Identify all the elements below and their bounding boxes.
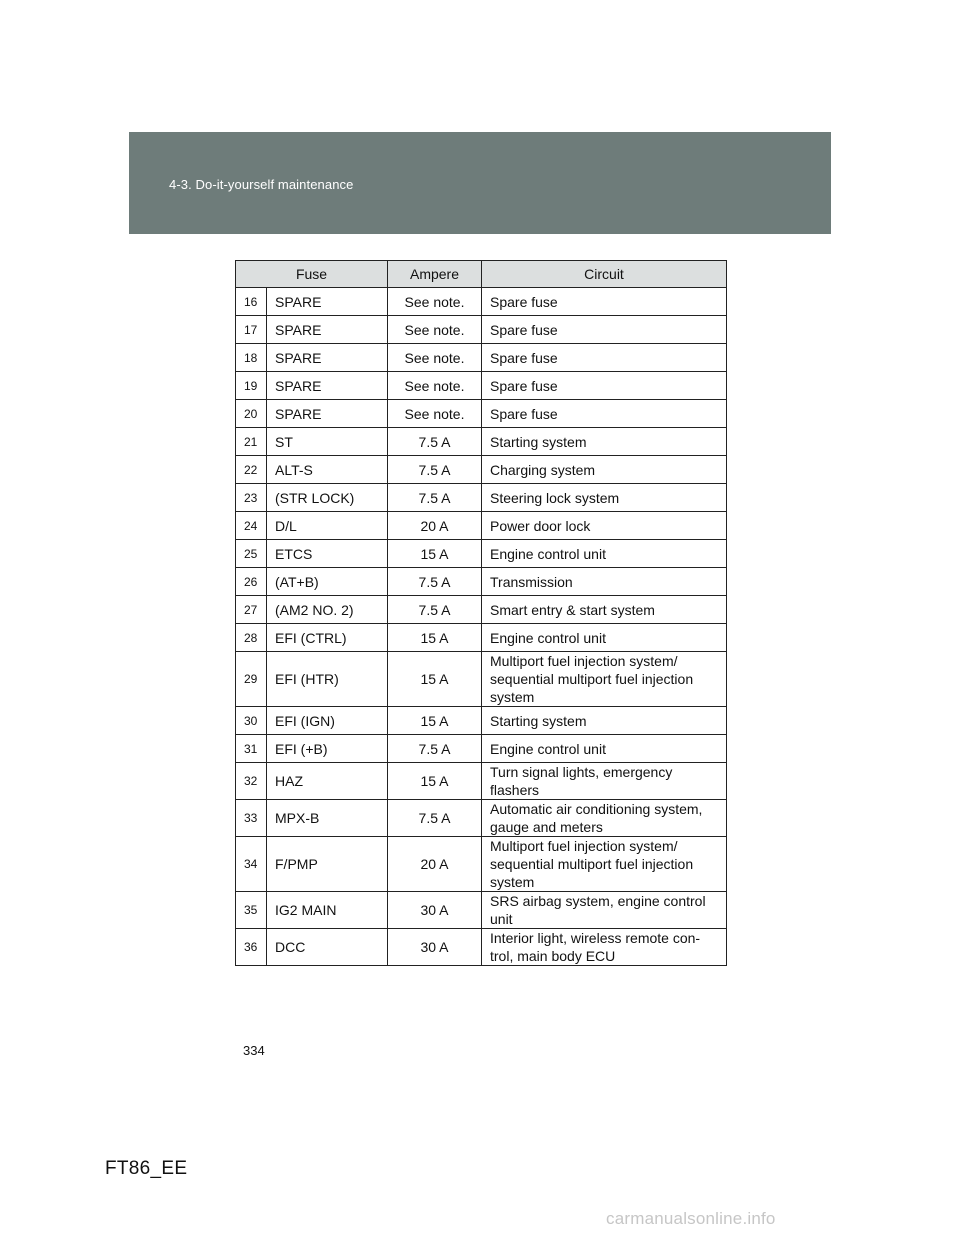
- circuit-cell: Starting system: [482, 428, 727, 456]
- fuse-name-cell: D/L: [267, 512, 388, 540]
- circuit-cell: Spare fuse: [482, 316, 727, 344]
- fuse-table-body: [236, 288, 727, 966]
- ampere-cell: 7.5 A: [388, 456, 482, 484]
- circuit-cell: Starting system: [482, 707, 727, 735]
- fuse-name-cell: HAZ: [267, 763, 388, 800]
- ampere-cell: 7.5 A: [388, 596, 482, 624]
- ampere-cell: 7.5 A: [388, 428, 482, 456]
- fuse-number-cell: 31: [236, 735, 267, 763]
- fuse-name-cell: (AM2 NO. 2): [267, 596, 388, 624]
- circuit-cell: Interior light, wireless remote con-trol, main body ECU: [482, 929, 727, 966]
- document-code: FT86_EE: [105, 1158, 188, 1179]
- table-row: [236, 540, 727, 568]
- circuit-cell: Engine control unit: [482, 735, 727, 763]
- table-row: [236, 707, 727, 735]
- section-header-band: [129, 132, 831, 234]
- fuse-name-cell: (STR LOCK): [267, 484, 388, 512]
- table-row: [236, 735, 727, 763]
- ampere-cell: 30 A: [388, 929, 482, 966]
- circuit-cell: Transmission: [482, 568, 727, 596]
- circuit-cell: Spare fuse: [482, 372, 727, 400]
- fuse-number-cell: 33: [236, 800, 267, 837]
- fuse-number-cell: 28: [236, 624, 267, 652]
- ampere-cell: 15 A: [388, 763, 482, 800]
- fuse-name-cell: SPARE: [267, 316, 388, 344]
- circuit-cell: Steering lock system: [482, 484, 727, 512]
- table-row: [236, 484, 727, 512]
- fuse-name-cell: ETCS: [267, 540, 388, 568]
- fuse-name-cell: SPARE: [267, 344, 388, 372]
- circuit-cell: SRS airbag system, engine control unit: [482, 892, 727, 929]
- circuit-cell: Spare fuse: [482, 344, 727, 372]
- watermark: carmanualsonline.info: [606, 1209, 776, 1228]
- ampere-cell: See note.: [388, 372, 482, 400]
- circuit-cell: Spare fuse: [482, 400, 727, 428]
- fuse-number-cell: 17: [236, 316, 267, 344]
- fuse-name-cell: SPARE: [267, 400, 388, 428]
- fuse-number-cell: 26: [236, 568, 267, 596]
- fuse-name-cell: ST: [267, 428, 388, 456]
- table-row: [236, 763, 727, 800]
- fuse-name-cell: F/PMP: [267, 837, 388, 892]
- fuse-name-cell: IG2 MAIN: [267, 892, 388, 929]
- fuse-number-cell: 24: [236, 512, 267, 540]
- fuse-name-cell: (AT+B): [267, 568, 388, 596]
- fuse-number-cell: 16: [236, 288, 267, 316]
- circuit-cell: Engine control unit: [482, 540, 727, 568]
- fuse-name-cell: EFI (HTR): [267, 652, 388, 707]
- ampere-cell: 15 A: [388, 540, 482, 568]
- table-row: [236, 624, 727, 652]
- table-row: [236, 652, 727, 707]
- fuse-number-cell: 29: [236, 652, 267, 707]
- fuse-number-cell: 19: [236, 372, 267, 400]
- ampere-cell: 20 A: [388, 837, 482, 892]
- circuit-cell: Spare fuse: [482, 288, 727, 316]
- fuse-number-cell: 30: [236, 707, 267, 735]
- fuse-name-cell: MPX-B: [267, 800, 388, 837]
- column-header-fuse: Fuse: [236, 261, 388, 288]
- fuse-name-cell: EFI (CTRL): [267, 624, 388, 652]
- fuse-number-cell: 25: [236, 540, 267, 568]
- circuit-cell: Turn signal lights, emergency flashers: [482, 763, 727, 800]
- fuse-name-cell: EFI (IGN): [267, 707, 388, 735]
- section-title: 4-3. Do-it-yourself maintenance: [169, 177, 354, 192]
- table-row: [236, 512, 727, 540]
- table-row: [236, 837, 727, 892]
- fuse-number-cell: 35: [236, 892, 267, 929]
- table-row: [236, 929, 727, 966]
- table-row: [236, 596, 727, 624]
- fuse-number-cell: 22: [236, 456, 267, 484]
- fuse-number-cell: 20: [236, 400, 267, 428]
- circuit-cell: Multiport fuel injection system/ sequential multiport fuel injection system: [482, 837, 727, 892]
- table-row: [236, 288, 727, 316]
- ampere-cell: See note.: [388, 316, 482, 344]
- table-row: [236, 372, 727, 400]
- table-header-row: [236, 261, 727, 288]
- fuse-number-cell: 36: [236, 929, 267, 966]
- ampere-cell: 20 A: [388, 512, 482, 540]
- table-row: [236, 456, 727, 484]
- ampere-cell: 15 A: [388, 707, 482, 735]
- ampere-cell: 7.5 A: [388, 568, 482, 596]
- table-row: [236, 892, 727, 929]
- fuse-number-cell: 21: [236, 428, 267, 456]
- ampere-cell: 30 A: [388, 892, 482, 929]
- fuse-name-cell: EFI (+B): [267, 735, 388, 763]
- column-header-ampere: Ampere: [388, 261, 482, 288]
- circuit-cell: Charging system: [482, 456, 727, 484]
- circuit-cell: Power door lock: [482, 512, 727, 540]
- circuit-cell: Engine control unit: [482, 624, 727, 652]
- fuse-number-cell: 27: [236, 596, 267, 624]
- fuse-number-cell: 34: [236, 837, 267, 892]
- fuse-number-cell: 23: [236, 484, 267, 512]
- table-row: [236, 344, 727, 372]
- ampere-cell: 7.5 A: [388, 484, 482, 512]
- circuit-cell: Smart entry & start system: [482, 596, 727, 624]
- fuse-number-cell: 32: [236, 763, 267, 800]
- fuse-name-cell: SPARE: [267, 372, 388, 400]
- ampere-cell: 7.5 A: [388, 800, 482, 837]
- table-row: [236, 428, 727, 456]
- fuse-name-cell: SPARE: [267, 288, 388, 316]
- ampere-cell: 15 A: [388, 624, 482, 652]
- ampere-cell: See note.: [388, 288, 482, 316]
- table-row: [236, 400, 727, 428]
- ampere-cell: 7.5 A: [388, 735, 482, 763]
- table-row: [236, 800, 727, 837]
- fuse-number-cell: 18: [236, 344, 267, 372]
- page-number: 334: [243, 1043, 265, 1058]
- ampere-cell: 15 A: [388, 652, 482, 707]
- circuit-cell: Automatic air conditioning system, gauge and meters: [482, 800, 727, 837]
- fuse-name-cell: ALT-S: [267, 456, 388, 484]
- fuse-table: [235, 260, 727, 966]
- table-row: [236, 316, 727, 344]
- ampere-cell: See note.: [388, 400, 482, 428]
- circuit-cell: Multiport fuel injection system/ sequential multiport fuel injection system: [482, 652, 727, 707]
- column-header-circuit: Circuit: [482, 261, 727, 288]
- table-row: [236, 568, 727, 596]
- ampere-cell: See note.: [388, 344, 482, 372]
- fuse-name-cell: DCC: [267, 929, 388, 966]
